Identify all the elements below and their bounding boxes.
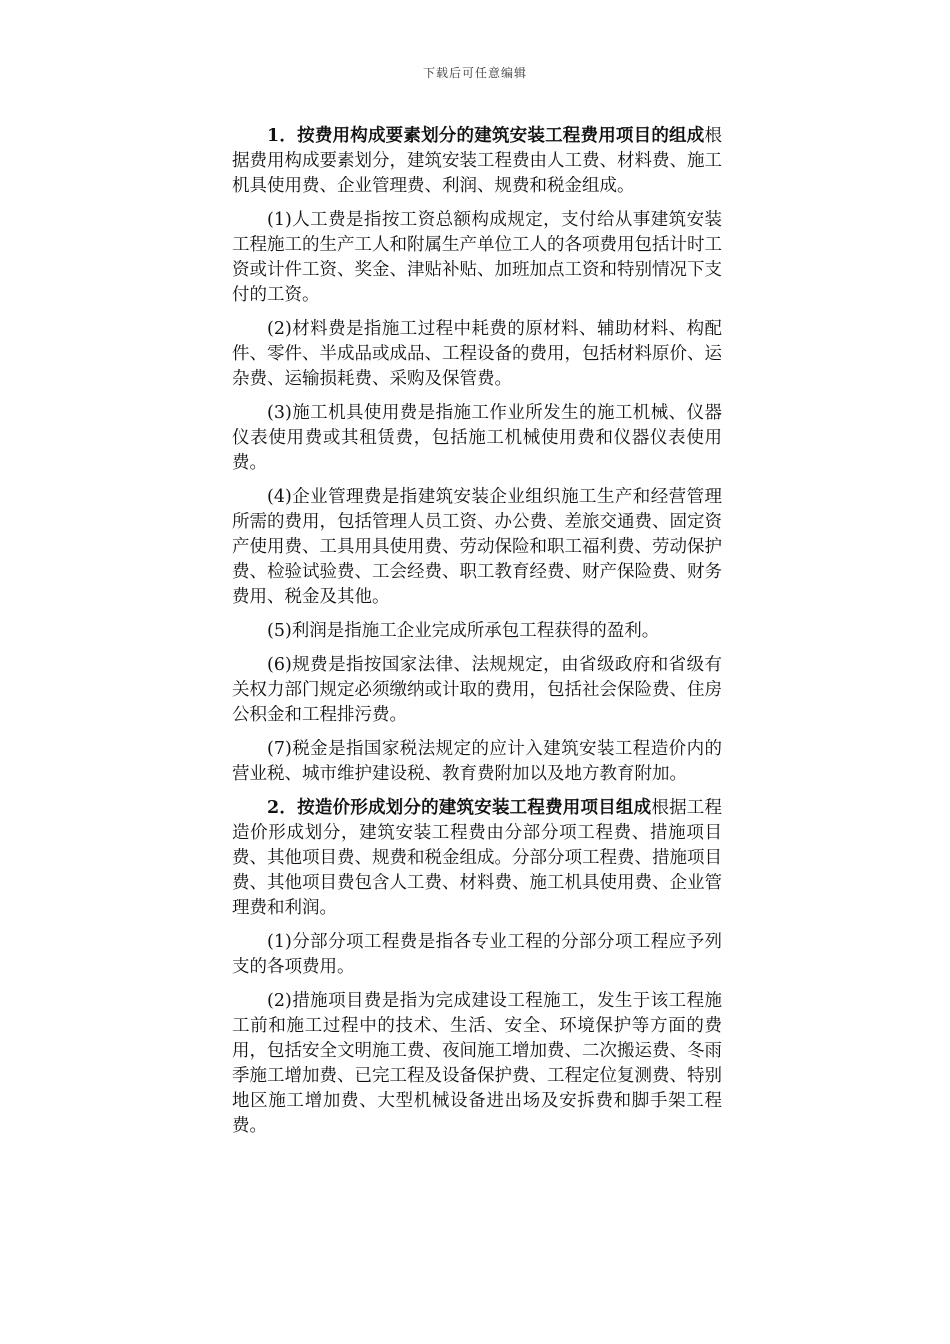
section-2-intro: 根据工程造价形成划分，建筑安装工程费由分部分项工程费、措施项目费、其他项目费、规费和税金组成。分部分项工程费、措施项目费、其他项目费包含人工费、材料费、施工机具使用费、企业管理费和利润。 [232,798,722,918]
section-1-item-5: (5)利润是指施工企业完成所承包工程获得的盈利。 [267,621,660,641]
section-1-item-7: (7)税金是指国家税法规定的应计入建筑安装工程造价内的营业税、城市维护建设税、教育费附加以及地方教育附加。 [232,739,722,784]
section-2-item-2: (2)措施项目费是指为完成建设工程施工，发生于该工程施工前和施工过程中的技术、生活、安全、环境保护等方面的费用，包括安全文明施工费、夜间施工增加费、二次搬运费、冬雨季施工增加费、已完工程及设备保护费、工程定位复测费、特别地区施工增加费、大型机械设备进出场及安拆费和脚手架工程费。 [232,991,722,1136]
document-body [232,124,722,1148]
section-1-heading: 1．按费用构成要素划分的建筑安装工程费用项目的组成 [267,126,705,146]
section-1-item-3: (3)施工机具使用费是指施工作业所发生的施工机械、仪器仪表使用费或其租赁费，包括施工机械使用费和仪器仪表使用费。 [232,403,722,473]
section-1-intro: 根据费用构成要素划分，建筑安装工程费由人工费、材料费、施工机具使用费、企业管理费、利润、规费和税金组成。 [232,126,722,196]
section-2-heading: 2．按造价形成划分的建筑安装工程费用项目组成 [267,798,652,818]
section-2-heading-paragraph [232,796,722,921]
header-note: 下载后可任意编辑 [422,66,527,80]
section-1-item-1: (1)人工费是指按工资总额构成规定，支付给从事建筑安装工程施工的生产工人和附属生产单位工人的各项费用包括计时工资或计件工资、奖金、津贴补贴、加班加点工资和特别情况下支付的工资。 [232,210,722,305]
section-2-item-1: (1)分部分项工程费是指各专业工程的分部分项工程应予列支的各项费用。 [232,932,722,977]
section-1-item-6: (6)规费是指按国家法律、法规规定，由省级政府和省级有关权力部门规定必须缴纳或计取的费用，包括社会保险费、住房公积金和工程排污费。 [232,655,722,725]
section-1-item-2: (2)材料费是指施工过程中耗费的原材料、辅助材料、构配件、零件、半成品或成品、工程设备的费用，包括材料原价、运杂费、运输损耗费、采购及保管费。 [232,319,722,389]
section-1-heading-paragraph [232,124,722,199]
section-1-item-4: (4)企业管理费是指建筑安装企业组织施工生产和经营管理所需的费用，包括管理人员工资、办公费、差旅交通费、固定资产使用费、工具用具使用费、劳动保险和职工福利费、劳动保护费、检验试验费、工会经费、职工教育经费、财产保险费、财务费用、税金及其他。 [232,487,722,607]
